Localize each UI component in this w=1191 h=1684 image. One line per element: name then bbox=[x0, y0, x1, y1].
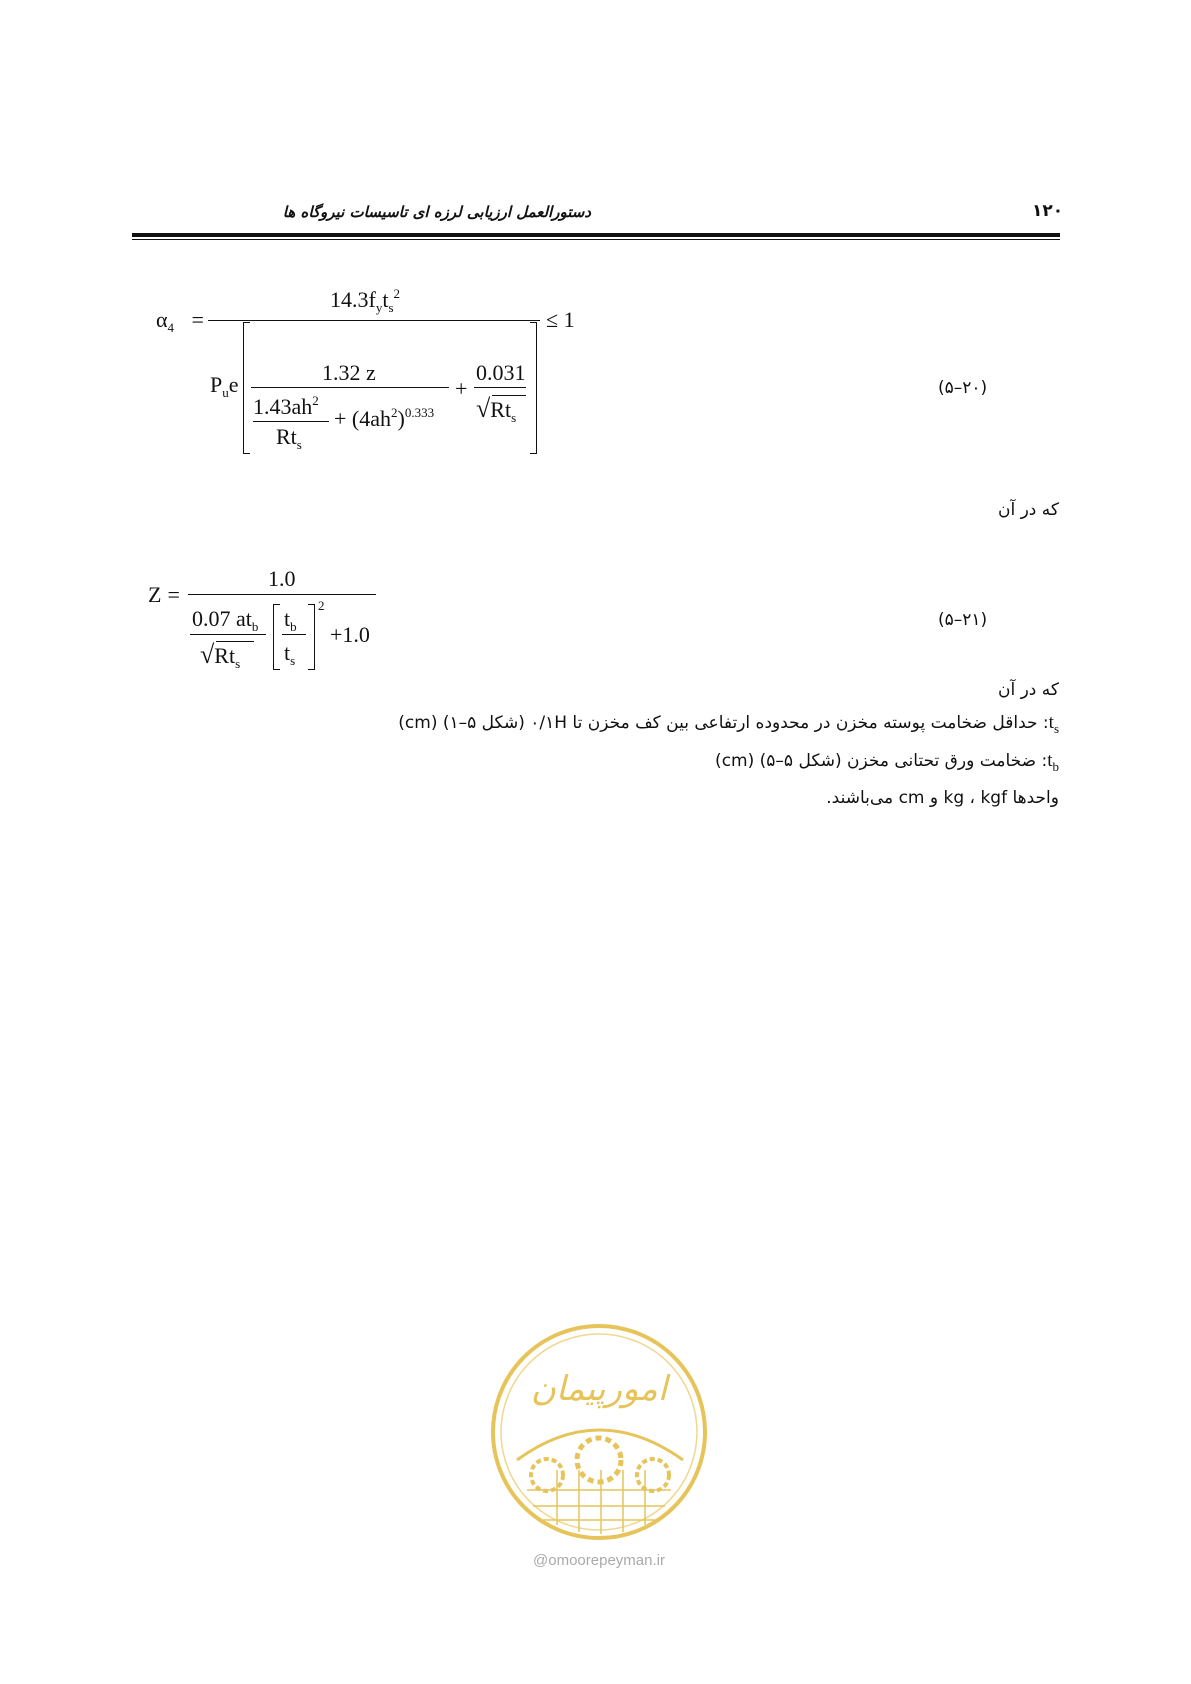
eq20-frac2-numerator: 0.031 bbox=[476, 360, 526, 385]
alpha-lhs: $\alpha_4$ = bbox=[156, 307, 204, 335]
eq20-pu-e: $P_ue$ bbox=[210, 372, 239, 400]
running-header-title: دستورالعمل ارزیابی لرزه ای تاسیسات نیروگاه ها bbox=[282, 203, 591, 221]
eq20-power-term: + $(4ah^2)^{0.333}$ bbox=[334, 405, 435, 431]
eq20-sub-numerator: $1.43ah^2$ bbox=[253, 393, 319, 419]
eq21-bracket-numerator: $t_b$ bbox=[284, 606, 297, 634]
watermark-logo bbox=[487, 1320, 711, 1570]
eq20-frac2-sqrt: $√Rt_s$ bbox=[476, 394, 517, 425]
eq20-inner-numerator: 1.32 z bbox=[322, 360, 376, 385]
eq21-bracket-denominator: $t_s$ bbox=[284, 640, 296, 668]
eq20-number: (۵–۲۰) bbox=[938, 378, 988, 398]
eq20-sqrt-overline bbox=[492, 395, 526, 396]
eq20-leq-one: ≤ 1 bbox=[546, 307, 575, 332]
eq21-main-fraction-bar bbox=[188, 594, 376, 595]
units-line: واحدها kg ، kgf و cm می‌باشند. bbox=[826, 788, 1059, 808]
eq20-left-bracket bbox=[243, 322, 250, 454]
watermark-seal-icon bbox=[487, 1320, 711, 1570]
eq21-den-fraction-bar bbox=[190, 634, 266, 635]
eq21-tail: +1.0 bbox=[330, 622, 370, 647]
eq21-den-numerator: 0.07 $at_b$ bbox=[192, 606, 259, 634]
definition-tb: $t_b$: ضخامت ورق تحتانی مخزن (شکل ۵–۵) (cm) bbox=[715, 750, 1059, 774]
eq21-numerator: 1.0 bbox=[268, 566, 296, 591]
eq21-number: (۵–۲۱) bbox=[938, 610, 988, 630]
header-rule-thin bbox=[132, 239, 1060, 240]
eq20-right-bracket bbox=[530, 322, 537, 454]
eq20-inner-fraction-bar bbox=[251, 387, 449, 388]
eq20-sub-fraction-bar bbox=[253, 421, 329, 422]
eq21-bracket-fraction-bar bbox=[282, 634, 306, 635]
eq21-den-sqrt: $√Rt_s$ bbox=[200, 640, 241, 671]
z-lhs: Z = bbox=[148, 582, 180, 607]
page-number: ۱۲۰ bbox=[1032, 201, 1064, 221]
eq21-right-bracket bbox=[308, 604, 315, 670]
eq20-plus: + bbox=[455, 376, 468, 401]
eq20-frac2-bar bbox=[474, 387, 526, 388]
where-label-1: که در آن bbox=[997, 500, 1059, 520]
header-rule-thick bbox=[132, 233, 1060, 237]
eq21-left-bracket bbox=[273, 604, 280, 670]
eq20-sub-denominator: $Rt_s$ bbox=[276, 424, 302, 452]
eq20-main-fraction-bar bbox=[208, 320, 540, 321]
eq21-sqrt-overline bbox=[216, 641, 254, 642]
eq21-bracket-exponent: 2 bbox=[318, 598, 325, 613]
eq20-numerator: $14.3f_yt_s^2$ bbox=[330, 286, 401, 315]
svg-text:امورپیمان: امورپیمان bbox=[530, 1369, 668, 1409]
where-label-2: که در آن bbox=[997, 680, 1059, 700]
watermark-url: @omoorepeyman.ir bbox=[533, 1552, 665, 1569]
definition-ts: $t_s$: حداقل ضخامت پوسته مخزن در محدوده ارتفاعی بین کف مخزن تا ۰/۱H (شکل ۵–۱) (cm) bbox=[398, 712, 1059, 736]
